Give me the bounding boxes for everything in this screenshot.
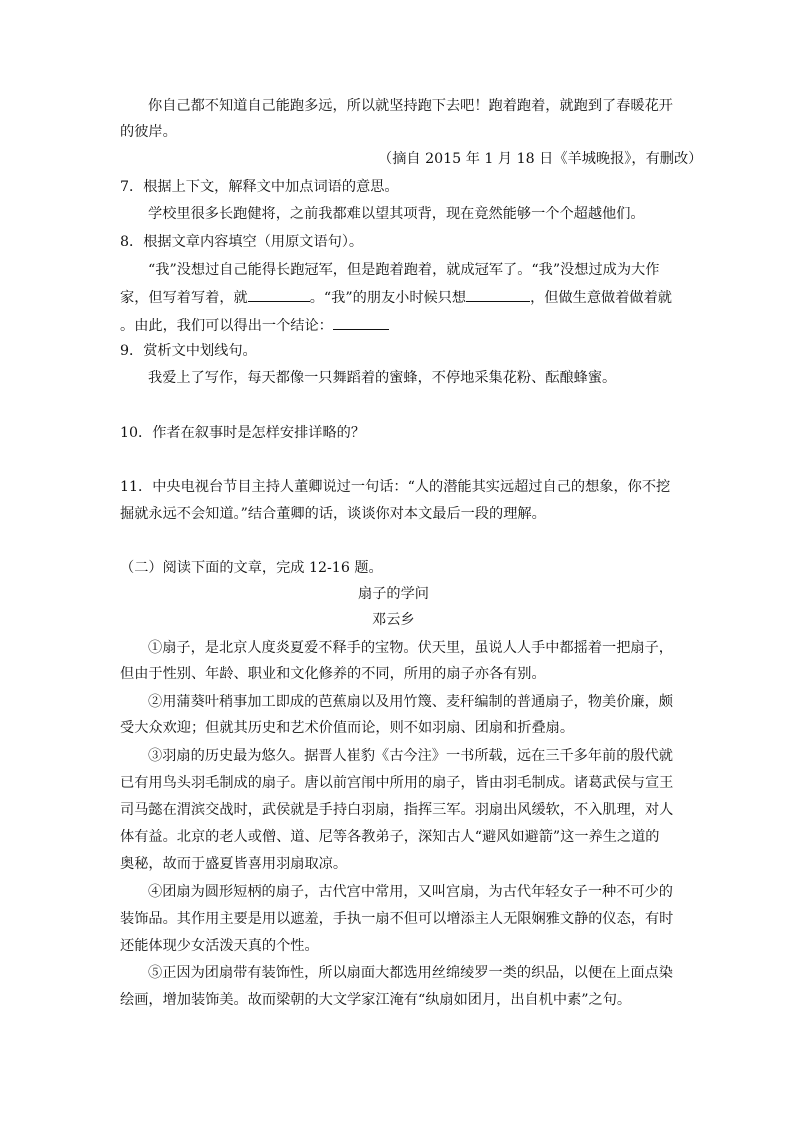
paragraph-1-line-1: ①扇子，是北京人度炎夏爱不释手的宝物。伏天里，虽说人人手中都摇着一把扇子， bbox=[148, 640, 673, 656]
question-11-line-1: 11．中央电视台节目主持人董卿说过一句话：“人的潜能其实远超过自己的想象，你不挖 bbox=[120, 479, 671, 495]
question-7-sentence: 学校里很多长跑健将，之前我都难以望其项背，现在竟然能够一个个超越他们。 bbox=[148, 206, 645, 222]
article-author: 邓云乡 bbox=[372, 612, 415, 628]
passage-end-line-1: 你自己都不知道自己能跑多远，所以就坚持跑下去吧！跑着跑着，就跑到了春暖花开 bbox=[148, 98, 673, 114]
paragraph-2-line-1: ②用蒲葵叶稍事加工即成的芭蕉扇以及用竹篾、麦秆编制的普通扇子，物美价廉，颇 bbox=[148, 694, 673, 710]
question-8-line-3 bbox=[120, 315, 389, 336]
question-8-text-b: 。“我”的朋友小时候只想 bbox=[309, 290, 467, 306]
question-7-prompt: 7．根据上下文，解释文中加点词语的意思。 bbox=[120, 179, 399, 195]
question-8-line-2 bbox=[120, 287, 672, 308]
passage-end-line-2: 的彼岸。 bbox=[120, 124, 177, 140]
answer-blank-2[interactable] bbox=[466, 287, 530, 302]
question-8-text-c: ，但做生意做着做着就 bbox=[530, 290, 672, 306]
question-9-sentence: 我爱上了写作，每天都像一只舞蹈着的蜜蜂，不停地采集花粉、酝酿蜂蜜。 bbox=[148, 370, 617, 386]
paragraph-5-line-1: ⑤正因为团扇带有装饰性，所以扇面大都选用丝绵绫罗一类的织品，以便在上面点染 bbox=[148, 965, 673, 981]
answer-blank-3[interactable] bbox=[333, 315, 389, 330]
paragraph-3-line-4: 体有益。北京的老人或僧、道、尼等各教弟子，深知古人“避风如避箭”这一养生之道的 bbox=[120, 829, 660, 845]
question-9-prompt: 9．赏析文中划线句。 bbox=[120, 343, 257, 359]
paragraph-3-line-1: ③羽扇的历史最为悠久。据晋人崔豹《古今注》一书所载，远在三千多年前的殷代就 bbox=[148, 748, 673, 764]
paragraph-3-line-2: 已有用鸟头羽毛制成的扇子。唐以前宫闱中所用的扇子，皆由羽毛制成。诸葛武侯与宣王 bbox=[120, 775, 674, 791]
question-8-line-1: “我”没想过自己能得长跑冠军，但是跑着跑着，就成冠军了。“我”没想过成为大作 bbox=[148, 262, 660, 278]
section-2-intro: （二）阅读下面的文章，完成 12-16 题。 bbox=[120, 560, 383, 576]
source-citation: （摘自 2015 年 1 月 18 日《羊城晚报》，有删改） bbox=[378, 151, 703, 167]
question-8-text-d: 。由此，我们可以得出一个结论： bbox=[120, 318, 333, 334]
question-8-prompt: 8．根据文章内容填空（用原文语句）。 bbox=[120, 234, 364, 250]
paragraph-1-line-2: 但由于性别、年龄、职业和文化修养的不同，所用的扇子亦各有别。 bbox=[120, 666, 546, 682]
paragraph-5-line-2: 绘画，增加装饰美。故而梁朝的大文学家江淹有“纨扇如团月，出自机中素”之句。 bbox=[120, 992, 632, 1008]
paragraph-3-line-3: 司马懿在渭滨交战时，武侯就是手持白羽扇，指挥三军。羽扇出风缓软，不入肌理，对人 bbox=[120, 802, 674, 818]
question-10-prompt: 10．作者在叙事时是怎样安排详略的？ bbox=[120, 425, 366, 441]
answer-blank-1[interactable] bbox=[248, 287, 310, 302]
question-11-line-2: 掘就永远不会知道。”结合董卿的话，谈谈你对本文最后一段的理解。 bbox=[120, 506, 546, 522]
article-title: 扇子的学问 bbox=[358, 586, 429, 602]
question-8-text-a: 家，但写着写着，就 bbox=[120, 290, 248, 306]
paragraph-3-line-5: 奥秘，故而于盛夏皆喜用羽扇取凉。 bbox=[120, 856, 348, 872]
paragraph-4-line-3: 还能体现少女活泼天真的个性。 bbox=[120, 938, 319, 954]
paragraph-4-line-1: ④团扇为圆形短柄的扇子，古代宫中常用，又叫宫扇，为古代年轻女子一种不可少的 bbox=[148, 884, 673, 900]
paragraph-2-line-2: 受大众欢迎；但就其历史和艺术价值而论，则不如羽扇、团扇和折叠扇。 bbox=[120, 720, 575, 736]
paragraph-4-line-2: 装饰品。其作用主要是用以遮羞，手执一扇不但可以增添主人无限娴雅文静的仪态，有时 bbox=[120, 911, 674, 927]
